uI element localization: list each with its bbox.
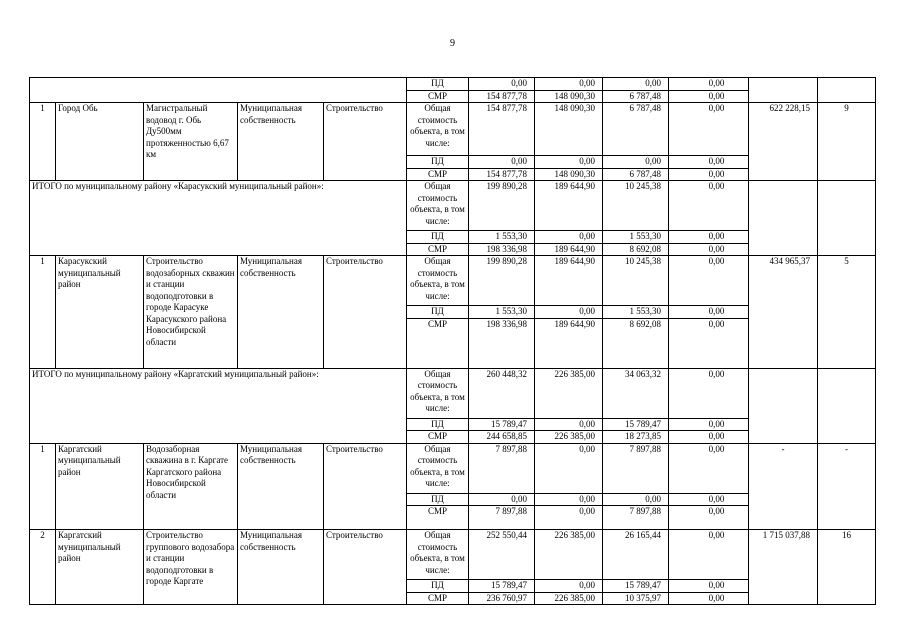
type-label: СМР bbox=[407, 90, 469, 103]
table-row: ИТОГО по муниципальному району «Карасукский муниципальный район»: Общая стоимость объекта, в том числе: 199 890,28 189 644,90 10 245,38 0,00 bbox=[30, 181, 876, 231]
district-cell: Карасукский муниципальный район bbox=[56, 256, 144, 369]
table-row: СМР 154 877,78 148 090,30 6 787,48 0,00 bbox=[30, 90, 876, 103]
capacity-cell: 622 228,15 bbox=[749, 103, 818, 181]
subtotal-label: ИТОГО по муниципальному району «Каргатский муниципальный район»: bbox=[30, 368, 407, 443]
table-row: ПД 0,00 0,00 0,00 0,00 bbox=[30, 493, 876, 506]
district-cell: Каргатский муниципальный район bbox=[56, 530, 144, 605]
table-row: ПД 0,00 0,00 0,00 0,00 bbox=[30, 156, 876, 169]
count-cell: 5 bbox=[818, 256, 876, 369]
count-cell: 16 bbox=[818, 530, 876, 605]
district-cell: Каргатский муниципальный район bbox=[56, 443, 144, 530]
object-name-cell: Строительство группового водозабора и станции водоподготовки в городе Каргате bbox=[144, 530, 238, 605]
table-row: СМР 244 658,85 226 385,00 18 273,85 0,00 bbox=[30, 431, 876, 444]
count-cell: - bbox=[818, 443, 876, 530]
page-number: 9 bbox=[450, 38, 455, 49]
table-row: 1 Карасукский муниципальный район Строительство водозаборных скважин и станции водоподготовки в городе Карасуке Карасукского района Новосибирской области Муниципальная собственность Строительство Общая стоимость объекта, в том числе: 199 890,28 189 644,90 10 245,38 0,00 434 965,37 5 bbox=[30, 256, 876, 306]
subtotal-label: ИТОГО по муниципальному району «Карасукский муниципальный район»: bbox=[30, 181, 407, 256]
table-row: 2 Каргатский муниципальный район Строительство группового водозабора и станции водоподготовки в городе Каргате Муниципальная собственность Строительство Общая стоимость объекта, в том числе: 252 550,44 226 385,00 26 165,44 0,00 1 715 037,88 16 bbox=[30, 530, 876, 580]
capacity-cell: - bbox=[749, 443, 818, 530]
table-row: ИТОГО по муниципальному району «Каргатский муниципальный район»: Общая стоимость объекта, в том числе: 260 448,32 226 385,00 34 063,32 0,00 bbox=[30, 368, 876, 418]
object-name-cell: Водозаборная скважина в г. Каргате Каргатского района Новосибирской области bbox=[144, 443, 238, 530]
table-row: СМР 7 897,88 0,00 7 897,88 0,00 bbox=[30, 506, 876, 530]
table-row: 1 Каргатский муниципальный район Водозаборная скважина в г. Каргате Каргатского района Новосибирской области Муниципальная собственность Строительство Общая стоимость объекта, в том числе: 7 897,88 0,00 7 897,88 0,00 - - bbox=[30, 443, 876, 493]
table-row: СМР 154 877,78 148 090,30 6 787,48 0,00 bbox=[30, 168, 876, 181]
table-row: СМР 198 336,98 189 644,90 8 692,08 0,00 bbox=[30, 243, 876, 256]
table-row: ПД 0,00 0,00 0,00 0,00 bbox=[30, 78, 876, 91]
table-row: СМР 236 760,97 226 385,00 10 375,97 0,00 bbox=[30, 592, 876, 605]
table-row: ПД 15 789,47 0,00 15 789,47 0,00 bbox=[30, 418, 876, 431]
capacity-cell: 1 715 037,88 bbox=[749, 530, 818, 605]
type-label: Общая стоимость объекта, в том числе: bbox=[407, 103, 469, 156]
objects-table bbox=[29, 77, 876, 605]
type-label: ПД bbox=[407, 78, 469, 91]
table-row: ПД 1 553,30 0,00 1 553,30 0,00 bbox=[30, 231, 876, 244]
object-name-cell: Магистральный водовод г. Обь Ду500мм протяженностью 6,67 км bbox=[144, 103, 238, 181]
capacity-cell: 434 965,37 bbox=[749, 256, 818, 369]
table-row: ПД 15 789,47 0,00 15 789,47 0,00 bbox=[30, 580, 876, 593]
count-cell: 9 bbox=[818, 103, 876, 181]
table-row: 1 Город Обь Магистральный водовод г. Обь Ду500мм протяженностью 6,67 км Муниципальная собственность Строительство Общая стоимость объекта, в том числе: 154 877,78 148 090,30 6 787,48 0,00 622 228,15 9 bbox=[30, 103, 876, 156]
table-row: СМР 198 336,98 189 644,90 8 692,08 0,00 bbox=[30, 318, 876, 368]
object-name-cell: Строительство водозаборных скважин и станции водоподготовки в городе Карасуке Карасукского района Новосибирской области bbox=[144, 256, 238, 369]
district-cell: Город Обь bbox=[56, 103, 144, 181]
table-row: ПД 1 553,30 0,00 1 553,30 0,00 bbox=[30, 306, 876, 319]
